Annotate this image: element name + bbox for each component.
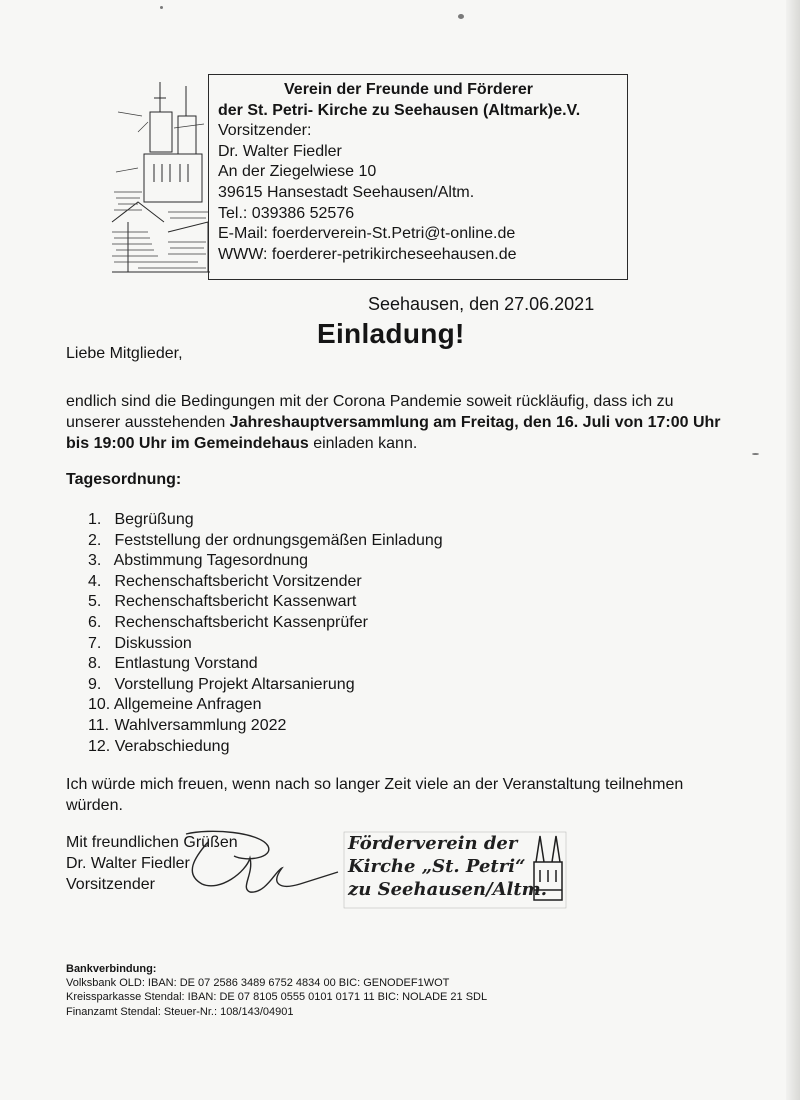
church-sketch-image: [108, 72, 214, 278]
agenda-number: 9.: [88, 675, 102, 693]
agenda-number: 4.: [88, 572, 102, 590]
scan-speck: [160, 6, 163, 9]
agenda-number: 12.: [88, 737, 111, 755]
greeting: Liebe Mitglieder,: [66, 345, 183, 362]
intro-paragraph: [66, 392, 726, 454]
agenda-text: Rechenschaftsbericht Vorsitzender: [114, 572, 362, 590]
agenda-item: [88, 613, 443, 634]
tax-number-line: Finanzamt Stendal: Steuer-Nr.: 108/143/04901: [66, 1005, 294, 1018]
agenda-number: 8.: [88, 655, 102, 673]
agenda-text: Feststellung der ordnungsgemäßen Einladung: [114, 531, 443, 549]
scan-edge-shadow: [786, 0, 800, 1100]
bank-details: [66, 962, 487, 1019]
org-name-line2: der St. Petri- Kirche zu Seehausen (Altmark)e.V.: [218, 101, 581, 119]
agenda-number: 11.: [88, 716, 110, 734]
intro-text-part2: einladen kann.: [308, 434, 418, 452]
agenda-number: 7.: [88, 634, 102, 652]
agenda-number: 10.: [88, 696, 111, 714]
agenda-number: 6.: [88, 613, 102, 631]
agenda-text: Rechenschaftsbericht Kassenwart: [114, 593, 357, 611]
intro-text-part1: endlich sind die Bedingungen mit der Corona Pandemie soweit rückläufig, dass ich zu unserer ausstehenden: [66, 393, 674, 431]
agenda-item: [88, 634, 443, 655]
agenda-item: [88, 695, 443, 716]
stamp-line1: Förderverein der: [348, 833, 518, 854]
letter-date: Seehausen, den 27.06.2021: [368, 294, 595, 314]
agenda-item: [88, 510, 443, 531]
agenda-item: [88, 737, 443, 758]
stamp-line2: Kirche „St. Petri“: [348, 856, 526, 877]
agenda-text: Allgemeine Anfragen: [113, 696, 262, 714]
chair-role: Vorsitzender:: [218, 122, 312, 140]
agenda-number: 2.: [88, 531, 102, 549]
agenda-item: [88, 551, 443, 572]
letterhead: [218, 80, 580, 265]
intro-text-bold: Jahreshauptversammlung am Freitag, den 16. Juli von 17:00 Uhr bis 19:00 Uhr im Gemeindehaus: [66, 413, 721, 452]
bank-line-kreissparkasse: Kreissparkasse Stendal: IBAN: DE 07 8105 0555 0101 0171 11 BIC: NOLADE 21 SDL: [66, 991, 488, 1004]
closing-paragraph: Ich würde mich freuen, wenn nach so langer Zeit viele an der Veranstaltung teilnehmen würden.: [66, 776, 684, 814]
email-address: E-Mail: foerderverein-St.Petri@t-online.de: [218, 225, 516, 243]
agenda-text: Entlastung Vorstand: [114, 655, 258, 673]
signer-name: Dr. Walter Fiedler: [66, 855, 190, 872]
agenda-item: [88, 531, 443, 552]
stamp-text: [348, 832, 547, 901]
chair-name: Dr. Walter Fiedler: [218, 142, 342, 160]
bank-line-volksbank: Volksbank OLD: IBAN: DE 07 2586 3489 6752 4834 00 BIC: GENODEF1WOT: [66, 977, 450, 990]
agenda-list: [88, 510, 443, 757]
agenda-item: [88, 675, 443, 696]
agenda-text: Wahlversammlung 2022: [114, 716, 287, 734]
church-stamp-icon: [530, 832, 566, 904]
signer-role: Vorsitzender: [66, 876, 155, 893]
agenda-text: Begrüßung: [114, 511, 194, 528]
bank-title: Bankverbindung:: [66, 963, 157, 975]
agenda-number: 1.: [88, 511, 102, 528]
scan-speck: [458, 14, 464, 19]
website: WWW: foerderer-petrikircheseehausen.de: [218, 245, 517, 263]
letter-title: Einladung!: [317, 318, 465, 349]
agenda-text: Verabschiedung: [114, 737, 230, 755]
agenda-item: [88, 654, 443, 675]
agenda-text: Diskussion: [114, 634, 192, 652]
city-address: 39615 Hansestadt Seehausen/Altm.: [218, 183, 475, 201]
org-name-line1: Verein der Freunde und Förderer: [284, 81, 533, 98]
street-address: An der Ziegelwiese 10: [218, 163, 377, 181]
agenda-title: Tagesordnung:: [66, 471, 182, 488]
agenda-item: [88, 716, 443, 737]
agenda-text: Rechenschaftsbericht Kassenprüfer: [114, 613, 368, 631]
agenda-text: Vorstellung Projekt Altarsanierung: [114, 675, 355, 693]
stamp-line3: zu Seehausen/Altm.: [348, 879, 547, 900]
agenda-item: [88, 572, 443, 593]
agenda-text: Abstimmung Tagesordnung: [113, 552, 309, 570]
scan-speck: [752, 453, 759, 455]
agenda-number: 3.: [88, 552, 102, 570]
phone-number: Tel.: 039386 52576: [218, 204, 355, 222]
agenda-number: 5.: [88, 593, 102, 611]
agenda-item: [88, 592, 443, 613]
handwritten-signature: [150, 828, 340, 900]
regards-text: Mit freundlichen Grüßen: [66, 834, 238, 851]
